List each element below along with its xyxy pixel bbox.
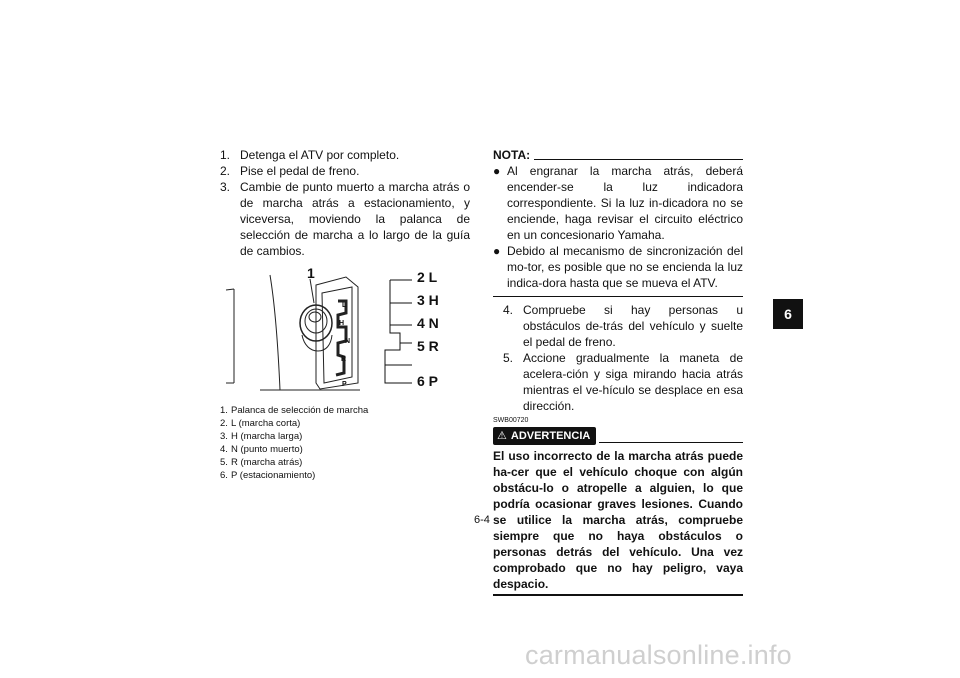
gear-shift-figure xyxy=(220,265,450,400)
note-bullet-text: Al engranar la marcha atrás, deberá encender-se la luz indicadora correspondiente. Si la luz in-dicadora no se enciende, haga revisar el circuito eléctrico en un concesionario Yamaha. xyxy=(507,164,743,242)
warning-rule xyxy=(599,442,743,443)
watermark: carmanualsonline.info xyxy=(525,640,792,670)
step-4 xyxy=(493,302,743,350)
figure-callout-1: 1 xyxy=(307,265,315,281)
page-number: 6-4 xyxy=(474,514,490,526)
warning-badge xyxy=(493,427,596,445)
step-number: 2. xyxy=(220,164,231,178)
step-number: 4. xyxy=(503,303,514,317)
step-text: Cambie de punto muerto a marcha atrás o de marcha atrás a estacionamiento, y viceversa, moviendo la palanca de selección de marcha a lo largo de la guía de cambios. xyxy=(240,180,470,258)
warning-triangle-icon: ⚠ xyxy=(497,430,507,442)
gear-shift-illustration xyxy=(220,265,450,400)
step-text: Pise el pedal de freno. xyxy=(240,164,360,178)
step-5 xyxy=(493,350,743,414)
lever-letter-l: L xyxy=(342,302,347,309)
right-column xyxy=(493,147,743,596)
warning-text: El uso incorrecto de la marcha atrás puede ha-cer que el vehículo choque con algún obstácu-lo o atropelle a alguien, lo que podría ocasionar graves lesiones. Cuando se utilice la marcha atrás, compruebe siempre que no haya obstáculos o personas detrás del vehículo. Una vez comprobado que no hay peligro, vaya despacio. xyxy=(493,449,743,591)
warning-code: SWB00720 xyxy=(493,417,529,424)
bullet-icon: ● xyxy=(493,164,501,178)
note-rule xyxy=(534,159,743,160)
chapter-tab: 6 xyxy=(773,299,803,329)
step-text: Accione gradualmente la maneta de acelera-ción y siga mirando hacia atrás mientras el ve-hículo se desplace en esa dirección. xyxy=(523,351,743,413)
warning-end-rule xyxy=(493,594,743,596)
gear-label-6p: 6 P xyxy=(417,373,439,389)
step-1 xyxy=(220,147,470,163)
note-bullet xyxy=(493,163,743,243)
lever-letter-r: R xyxy=(341,356,347,363)
caption-item: 5. R (marcha atrás) xyxy=(220,457,303,468)
step-text: Detenga el ATV por completo. xyxy=(240,148,400,162)
left-column xyxy=(220,147,470,482)
gear-label-5r: 5 R xyxy=(417,338,439,354)
caption-item: 4. N (punto muerto) xyxy=(220,444,303,455)
note-bullet-text: Debido al mecanismo de sincronización del mo-tor, es posible que no se encienda la luz indica-dora hasta que se mueva el ATV. xyxy=(507,244,743,290)
caption-item: 1. Palanca de selección de marcha xyxy=(220,405,369,416)
caption-item: 2. L (marcha corta) xyxy=(220,418,301,429)
caption-item: 3. H (marcha larga) xyxy=(220,431,303,442)
step-2 xyxy=(220,163,470,179)
gear-label-4n: 4 N xyxy=(417,315,439,331)
note-bullet xyxy=(493,243,743,291)
gear-label-3h: 3 H xyxy=(417,292,439,308)
note-heading xyxy=(493,147,743,163)
note-title: NOTA: xyxy=(493,148,531,162)
step-number: 5. xyxy=(503,351,514,365)
lever-letter-h: H xyxy=(339,320,345,327)
step-text: Compruebe si hay personas u obstáculos de-trás del vehículo y suelte el pedal de freno. xyxy=(523,303,743,349)
note-divider xyxy=(493,296,743,297)
gear-label-2l: 2 L xyxy=(417,269,438,285)
figure-caption xyxy=(220,404,470,482)
step-number: 3. xyxy=(220,180,231,194)
caption-item: 6. P (estacionamiento) xyxy=(220,470,316,481)
bullet-icon: ● xyxy=(493,244,501,258)
step-3 xyxy=(220,179,470,259)
lever-letter-p: P xyxy=(342,381,347,388)
warning-label: ADVERTENCIA xyxy=(510,430,591,442)
step-number: 1. xyxy=(220,148,231,162)
warning-heading xyxy=(493,427,743,445)
lever-letter-n: N xyxy=(345,338,351,345)
